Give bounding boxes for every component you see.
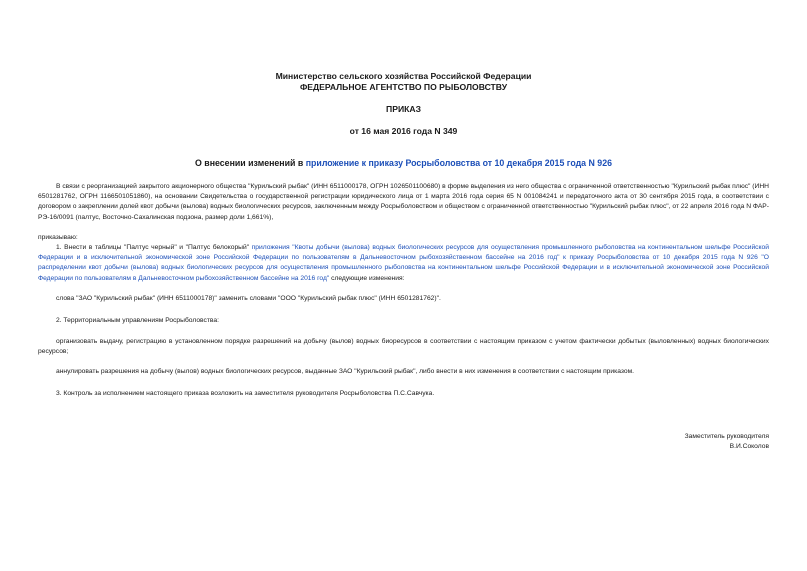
item-2a-paragraph: организовать выдачу, регистрацию в установленном порядке разрешений на добычу (вылов) водных биоресурсов в соответствии с настоящим приказом с учетом фактически добытых (выловленных) водных биологических ресурсов; [38,338,769,356]
title-prefix: О внесении изменений в [195,158,306,168]
document-date-number: от 16 мая 2016 года N 349 [349,126,458,136]
item-2b-paragraph: аннулировать разрешения на добычу (вылов) водных биологических ресурсов, выданные ЗАО "Курильский рыбак", либо внести в них изменения в соответствии с настоящим приказом. [56,368,635,375]
item-1-paragraph [38,243,769,284]
item-3-paragraph: 3. Контроль за исполнением настоящего приказа возложить на заместителя руководителя Росрыболовства П.С.Савчука. [56,390,435,397]
document-type: ПРИКАЗ [386,104,421,114]
order-word: приказываю: [38,234,78,241]
signature-name: В.И.Соколов [729,443,769,450]
agency-name: ФЕДЕРАЛЬНОЕ АГЕНТСТВО ПО РЫБОЛОВСТВУ [299,82,508,92]
title-link[interactable]: приложение к приказу Росрыболовства от 10 декабря 2015 года N 926 [305,158,612,168]
intro-paragraph: В связи с реорганизацией закрытого акционерного общества "Курильский рыбак" (ИНН 6511000178, ОГРН 1026501100680) в форме выделения из него общества с ограниченной ответственностью "Курильский рыбак плюс" (ИНН 6501281762, ОГРН 1166501051860), на основании Свидетельства о государственной регистрации юридического лица от 1 марта 2016 года серия 65 N 001084241 и передаточного акта от 30 сентября 2015 года, в соответствии с договором о закреплении долей квот добычи (вылова) водных биологических ресурсов, заключенным между Росрыболовством и обществом с ограниченной ответственностью "Курильский рыбак плюс", от 22 апреля 2016 года N ФАР-РЭ-16/0091 (палтус, Восточно-Сахалинская подзона, размер доли 1,661%), [38,183,769,221]
ministry-name: Министерство сельского хозяйства Российской Федерации [275,71,532,81]
signature-position: Заместитель руководителя [684,433,769,440]
item-1-suffix: следующие изменения: [329,274,405,282]
item-1-link[interactable]: приложения "Квоты добычи (вылова) водных биологических ресурсов для осуществления промышленного рыболовства на континентальном шельфе Российской Федерации и в исключительной экономической зоне Российской Федерации по пользователям в Дальневосточном рыбохозяйственном бассейне на 2016 год" к приказу Росрыболовства от 10 декабря 2015 года N 926 "О распределении квот добычи (вылова) водных биологических ресурсов для осуществления промышленного рыболовства на континентальном шельфе Российской Федерации и в исключительной экономической зоне Российской Федерации по пользователям в Дальневосточном рыбохозяйственном бассейне на 2016 год" [38,244,769,282]
item-2-paragraph: 2. Территориальным управлениям Росрыболовства: [56,317,219,324]
item-1-change: слова "ЗАО "Курильский рыбак" (ИНН 6511000178)" заменить словами "ООО "Курильский рыбак плюс" (ИНН 6501281762)". [56,295,441,302]
document-title [38,158,769,169]
item-1-prefix: 1. Внести в таблицы "Палтус черный" и "Палтус белокорый" [56,244,252,251]
document-page [38,0,769,571]
